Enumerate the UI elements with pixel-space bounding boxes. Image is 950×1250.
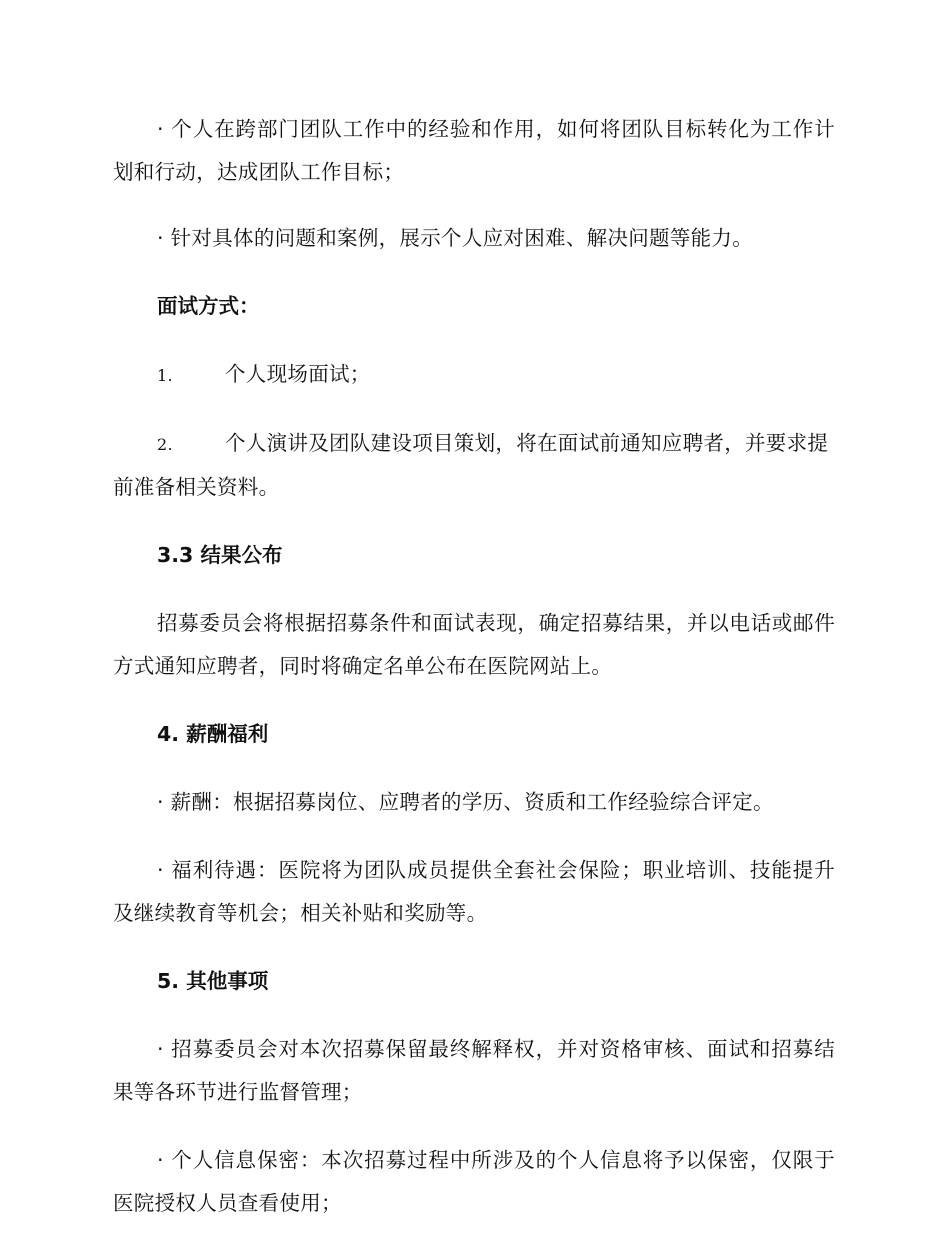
interview-method-heading: 面试方式： bbox=[157, 294, 260, 318]
bullet-teamwork: · 个人在跨部门团队工作中的经验和作用，如何将团队目标转化为工作计划和行动，达成团队工作目标； bbox=[113, 117, 835, 184]
salary-bullet: · 薪酬：根据招募岗位、应聘者的学历、资质和工作经验综合评定。 bbox=[157, 790, 774, 814]
interview-item-number: 1. bbox=[157, 366, 173, 385]
interview-item-text: 个人现场面试； bbox=[225, 362, 371, 386]
bullet-problem-solving: · 针对具体的问题和案例，展示个人应对困难、解决问题等能力。 bbox=[157, 226, 754, 250]
interview-item-2 bbox=[113, 422, 835, 509]
interpretation-rights-bullet: · 招募委员会对本次招募保留最终解释权，并对资格审核、面试和招募结果等各环节进行监督管理； bbox=[113, 1037, 835, 1104]
section-3-3-heading: 3.3 结果公布 bbox=[157, 543, 283, 567]
section-4-heading: 4. 薪酬福利 bbox=[157, 722, 269, 746]
section-5-heading: 5. 其他事项 bbox=[157, 969, 269, 993]
document-page bbox=[113, 108, 835, 1250]
benefits-bullet: · 福利待遇：医院将为团队成员提供全套社会保险；职业培训、技能提升及继续教育等机会；相关补贴和奖励等。 bbox=[113, 858, 835, 925]
privacy-bullet: · 个人信息保密：本次招募过程中所涉及的个人信息将予以保密，仅限于医院授权人员查看使用； bbox=[113, 1148, 835, 1215]
interview-item-number: 2. bbox=[157, 435, 173, 454]
section-3-3-body: 招募委员会将根据招募条件和面试表现，确定招募结果，并以电话或邮件方式通知应聘者，同时将确定名单公布在医院网站上。 bbox=[113, 611, 835, 678]
interview-item-1 bbox=[113, 353, 835, 397]
interview-item-text: 个人演讲及团队建设项目策划，将在面试前通知应聘者，并要求提前准备相关资料。 bbox=[113, 431, 829, 499]
